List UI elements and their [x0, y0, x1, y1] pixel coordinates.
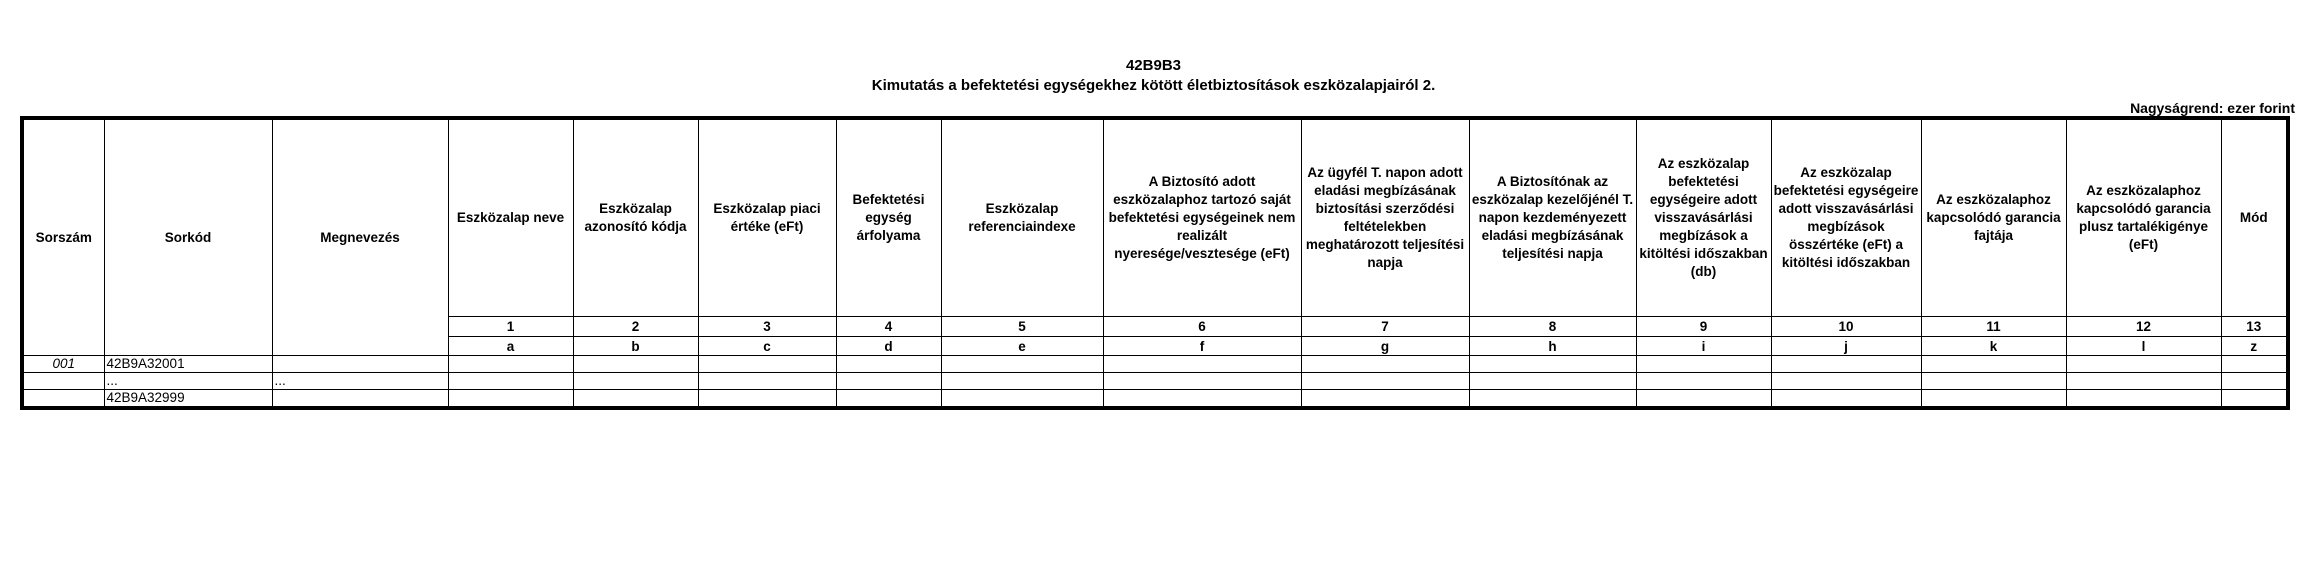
row-serial: 001	[22, 356, 104, 373]
data-cell[interactable]	[698, 356, 836, 373]
data-cell[interactable]	[1301, 373, 1469, 390]
col-header-megnevezes: Megnevezés	[272, 118, 448, 356]
column-letter: z	[2221, 337, 2288, 356]
row-serial	[22, 373, 104, 390]
row-code: 42B9A32999	[104, 390, 272, 409]
col-header-8: A Biztosítónak az eszközalap kezelőjénél T. napon kezdeményezett eladási megbízásának teljesítési napja	[1469, 118, 1636, 317]
column-number: 7	[1301, 317, 1469, 337]
column-number: 2	[573, 317, 698, 337]
column-letter: c	[698, 337, 836, 356]
data-cell[interactable]	[698, 390, 836, 409]
column-letter: a	[448, 337, 573, 356]
column-letter: k	[1921, 337, 2066, 356]
data-cell[interactable]	[1771, 356, 1921, 373]
column-letter: f	[1103, 337, 1301, 356]
row-name	[272, 390, 448, 409]
row-code: ...	[104, 373, 272, 390]
header-row	[22, 118, 2288, 317]
table-row	[22, 373, 2288, 390]
row-serial	[22, 390, 104, 409]
col-header-9: Az eszközalap befektetési egységeire adott visszavásárlási megbízások a kitöltési időszakban (db)	[1636, 118, 1771, 317]
column-number: 9	[1636, 317, 1771, 337]
col-header-4: Befektetési egység árfolyama	[836, 118, 941, 317]
table-row	[22, 356, 2288, 373]
data-cell[interactable]	[1103, 356, 1301, 373]
table-row	[22, 390, 2288, 409]
data-cell[interactable]	[573, 373, 698, 390]
data-cell[interactable]	[836, 390, 941, 409]
unit-note: Nagyságrend: ezer forint	[2130, 100, 2295, 116]
data-cell[interactable]	[1921, 390, 2066, 409]
data-cell[interactable]	[1469, 373, 1636, 390]
data-cell[interactable]	[573, 390, 698, 409]
column-number: 5	[941, 317, 1103, 337]
data-cell[interactable]	[2066, 356, 2221, 373]
row-name	[272, 356, 448, 373]
data-cell[interactable]	[2221, 373, 2288, 390]
data-cell[interactable]	[941, 356, 1103, 373]
col-header-7: Az ügyfél T. napon adott eladási megbízásának biztosítási szerződési feltételekben meghatározott teljesítési napja	[1301, 118, 1469, 317]
data-cell[interactable]	[1301, 390, 1469, 409]
column-letter: b	[573, 337, 698, 356]
data-cell[interactable]	[1469, 390, 1636, 409]
data-cell[interactable]	[2066, 373, 2221, 390]
col-header-5: Eszközalap referenciaindexe	[941, 118, 1103, 317]
data-cell[interactable]	[1771, 390, 1921, 409]
data-cell[interactable]	[1636, 390, 1771, 409]
column-number: 1	[448, 317, 573, 337]
form-title: Kimutatás a befektetési egységekhez kötött életbiztosítások eszközalapjairól 2.	[871, 77, 1436, 94]
title-block	[0, 56, 2307, 96]
row-name: ...	[272, 373, 448, 390]
data-cell[interactable]	[1469, 356, 1636, 373]
data-cell[interactable]	[448, 390, 573, 409]
column-letter: d	[836, 337, 941, 356]
column-letter: g	[1301, 337, 1469, 356]
report-table	[20, 116, 2290, 410]
data-cell[interactable]	[1103, 373, 1301, 390]
column-number: 11	[1921, 317, 2066, 337]
col-header-11: Az eszközalaphoz kapcsolódó garancia fajtája	[1921, 118, 2066, 317]
col-header-13: Mód	[2221, 118, 2288, 317]
column-number: 4	[836, 317, 941, 337]
data-cell[interactable]	[836, 373, 941, 390]
col-header-10: Az eszközalap befektetési egységeire adott visszavásárlási megbízások összértéke (eFt) a kitöltési időszakban	[1771, 118, 1921, 317]
col-header-sorkod: Sorkód	[104, 118, 272, 356]
column-letter: j	[1771, 337, 1921, 356]
row-code: 42B9A32001	[104, 356, 272, 373]
data-cell[interactable]	[836, 356, 941, 373]
data-cell[interactable]	[2221, 356, 2288, 373]
column-letter: e	[941, 337, 1103, 356]
data-cell[interactable]	[941, 390, 1103, 409]
data-cell[interactable]	[1921, 356, 2066, 373]
column-letter: h	[1469, 337, 1636, 356]
column-number: 6	[1103, 317, 1301, 337]
data-cell[interactable]	[1103, 390, 1301, 409]
column-letter: i	[1636, 337, 1771, 356]
col-header-12: Az eszközalaphoz kapcsolódó garancia plusz tartalékigénye (eFt)	[2066, 118, 2221, 317]
data-cell[interactable]	[2221, 390, 2288, 409]
data-cell[interactable]	[1771, 373, 1921, 390]
col-header-6: A Biztosító adott eszközalaphoz tartozó saját befektetési egységeinek nem realizált nyeresége/vesztesége (eFt)	[1103, 118, 1301, 317]
col-header-3: Eszközalap piaci értéke (eFt)	[698, 118, 836, 317]
data-cell[interactable]	[941, 373, 1103, 390]
column-letter: l	[2066, 337, 2221, 356]
col-header-2: Eszközalap azonosító kódja	[573, 118, 698, 317]
data-cell[interactable]	[2066, 390, 2221, 409]
column-number: 3	[698, 317, 836, 337]
data-cell[interactable]	[573, 356, 698, 373]
column-number: 13	[2221, 317, 2288, 337]
data-cell[interactable]	[1636, 356, 1771, 373]
data-cell[interactable]	[1301, 356, 1469, 373]
data-cell[interactable]	[448, 373, 573, 390]
data-cell[interactable]	[448, 356, 573, 373]
column-number: 12	[2066, 317, 2221, 337]
data-cell[interactable]	[698, 373, 836, 390]
column-number: 10	[1771, 317, 1921, 337]
col-header-1: Eszközalap neve	[448, 118, 573, 317]
data-cell[interactable]	[1636, 373, 1771, 390]
data-cell[interactable]	[1921, 373, 2066, 390]
col-header-sorszam: Sorszám	[22, 118, 104, 356]
column-number: 8	[1469, 317, 1636, 337]
form-code: 42B9B3	[1125, 57, 1182, 74]
